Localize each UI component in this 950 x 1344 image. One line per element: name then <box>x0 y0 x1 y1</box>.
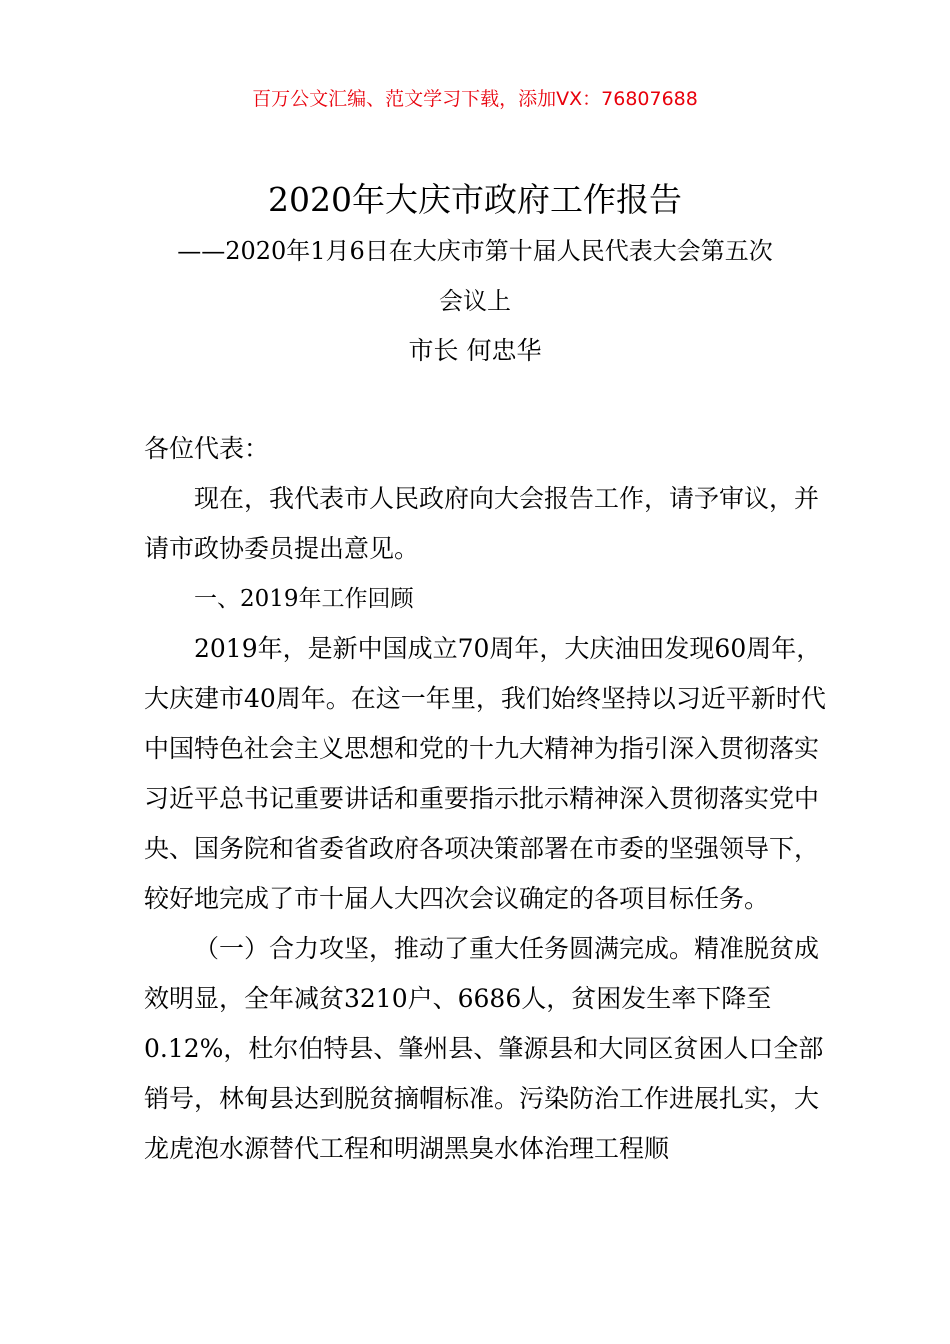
download-notice: 百万公文汇编、范文学习下载，添加VX：76807688 <box>252 88 698 110</box>
review-paragraph: 2019年，是新中国成立70周年，大庆油田发现60周年，大庆建市40周年。在这一年里，我们始终坚持以习近平新时代中国特色社会主义思想和党的十九大精神为指引深入贯彻落实习近平总书记重要讲话和重要指示批示精神深入贯彻落实党中央、国务院和省委省政府各项决策部署在市委的坚强领导下，较好地完成了市十届人大四次会议确定的各项目标任务。 <box>144 634 826 913</box>
intro-paragraph: 现在，我代表市人民政府向大会报告工作，请予审议，并请市政协委员提出意见。 <box>144 484 820 563</box>
section-heading: 一、2019年工作回顾 <box>194 586 414 612</box>
subtitle-line-2: 会议上 <box>439 287 511 315</box>
subtitle-line-1: ——2020年1月6日在大庆市第十届人民代表大会第五次 <box>177 237 773 265</box>
subsection-paragraph: （一）合力攻坚，推动了重大任务圆满完成。精准脱贫成效明显，全年减贫3210户、6686人，贫困发生率下降至0.12%，杜尔伯特县、肇州县、肇源县和大同区贫困人口全部销号，林甸县达到脱贫摘帽标准。污染防治工作进展扎实，大龙虎泡水源替代工程和明湖黑臭水体治理工程顺 <box>144 934 824 1163</box>
salutation: 各位代表： <box>144 434 270 463</box>
document-title: 2020年大庆市政府工作报告 <box>268 180 682 219</box>
document-body <box>144 424 826 1174</box>
author-line: 市长 何忠华 <box>408 336 542 365</box>
